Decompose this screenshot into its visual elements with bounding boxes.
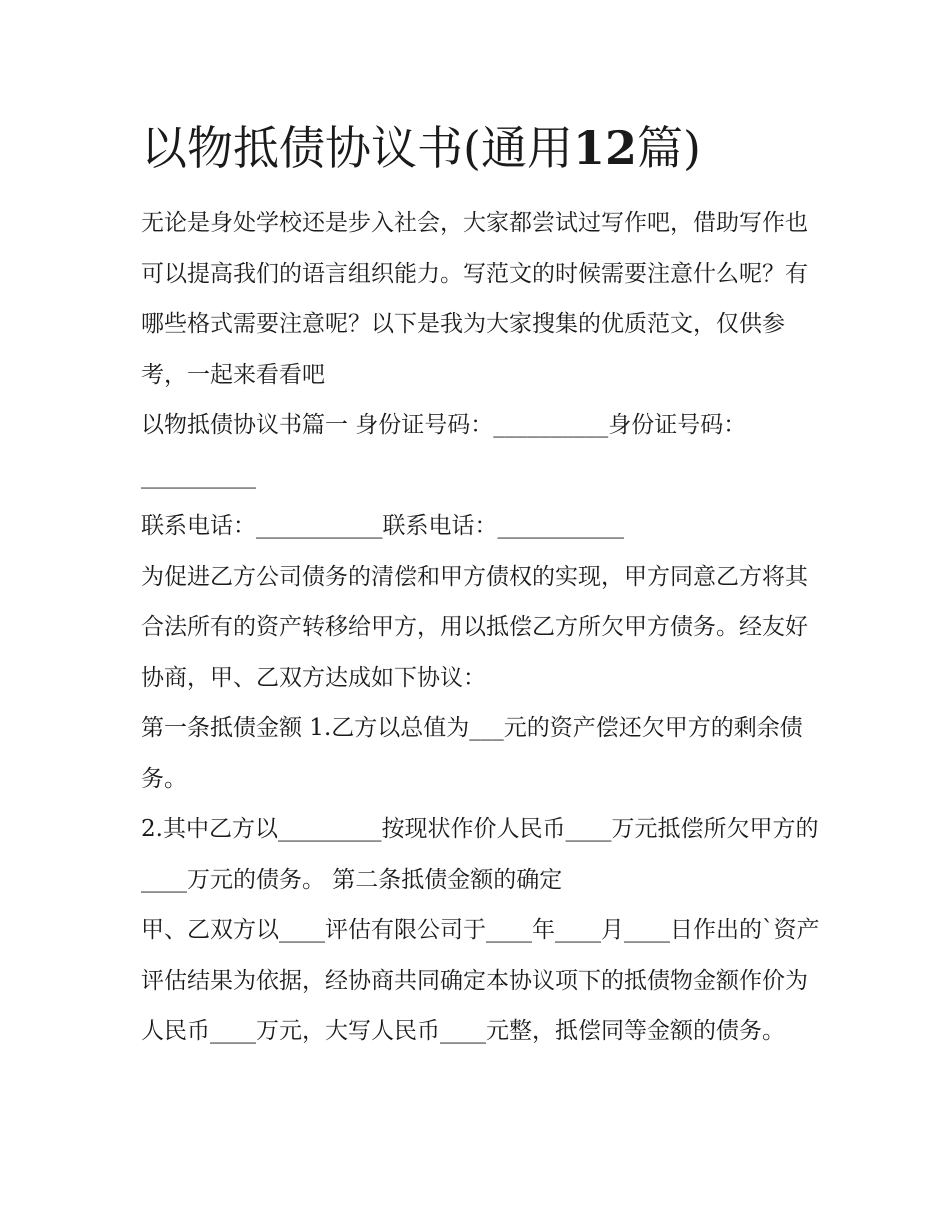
document-title xyxy=(141,118,701,178)
id-number-paragraph: 以物抵债协议书篇一 身份证号码：__________身份证号码：__________ xyxy=(141,412,747,489)
article-two-paragraph: 甲、乙双方以____评估有限公司于____年____月____日作出的`资产评估结果为依据，经协商共同确定本协议项下的抵债物金额作价为人民币____万元，大写人民币____元整，抵偿同等金额的债务。 xyxy=(141,917,820,1044)
phone-paragraph: 联系电话：___________联系电话：___________ xyxy=(141,513,624,539)
article-one-paragraph: 第一条抵债金额 1.乙方以总值为___元的资产偿还欠甲方的剩余债务。 xyxy=(141,715,803,792)
title-suffix: 篇) xyxy=(636,121,701,175)
purpose-paragraph: 为促进乙方公司债务的清偿和甲方债权的实现，甲方同意乙方将其合法所有的资产转移给甲方，用以抵偿乙方所欠甲方债务。经友好协商，甲、乙双方达成如下协议： xyxy=(141,563,808,691)
title-number: 12 xyxy=(572,121,637,175)
article-one-item-two-paragraph: 2.其中乙方以_________按现状作价人民币____万元抵偿所欠甲方的____万元的债务。 第二条抵债金额的确定 xyxy=(141,816,819,893)
title-prefix: 以物抵债协议书(通用 xyxy=(141,121,573,175)
intro-paragraph: 无论是身处学校还是步入社会，大家都尝试过写作吧，借助写作也可以提高我们的语言组织能力。写范文的时候需要注意什么呢？有哪些格式需要注意呢？以下是我为大家搜集的优质范文，仅供参考，一起来看看吧 xyxy=(141,210,808,388)
document-body xyxy=(141,198,821,1057)
